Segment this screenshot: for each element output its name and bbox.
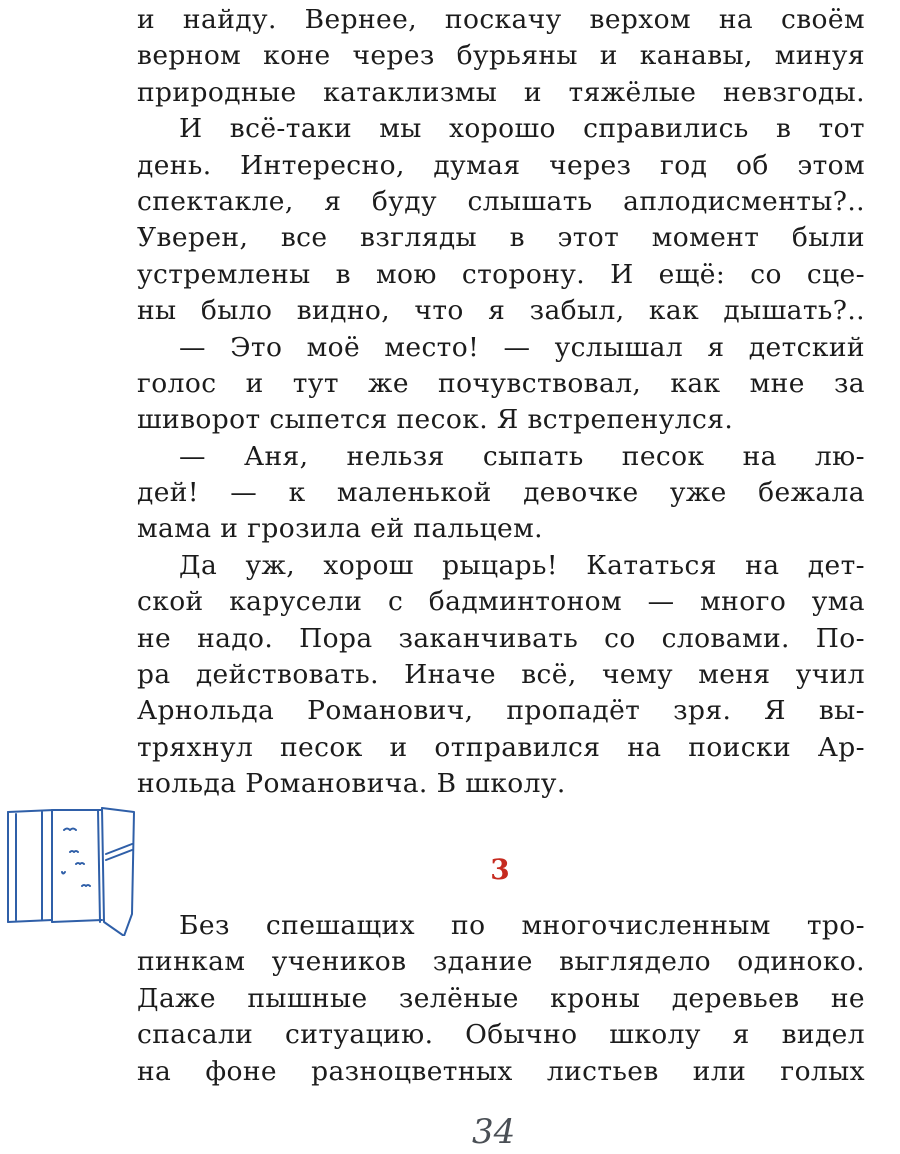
paragraph [137,111,865,329]
paragraph [137,2,865,111]
text-line: спасали ситуацию. Обычно школу я видел [137,1019,865,1051]
text-line: ской карусели с бадминтоном — много ума [137,586,865,618]
text-line: не надо. Пора заканчивать со словами. По- [137,622,865,654]
page-number: 34 [472,1112,516,1152]
text-line: — Это моё место! — услышал я детский [179,331,865,363]
text-line: на фоне разноцветных листьев или голых [137,1055,865,1087]
paragraph [137,908,865,1090]
text-line: и найду. Вернее, поскачу верхом на своём [137,4,865,35]
text-line: голос и тут же почувствовал, как мне за [137,367,865,399]
text-line: Уверен, все взгляды в этот момент были [137,222,865,254]
text-line: природные катаклизмы и тяжёлые невзгоды. [137,76,865,108]
text-line: день. Интересно, думая через год об этом [137,149,865,181]
text-line: — Аня, нельзя сыпать песок на лю- [179,440,865,472]
text-line: спектакле, я буду слышать аплодисменты?.. [137,185,865,217]
text-line: Даже пышные зелёные кроны деревьев не [137,982,865,1014]
text-line: устремлены в мою сторону. И ещё: со сце- [137,258,865,290]
text-line: пинкам учеников здание выглядело одиноко. [137,946,865,978]
text-line: тряхнул песок и отправился на поиски Ар- [137,731,865,763]
paragraph [137,548,865,803]
text-line: Без спешащих по многочисленным тро- [179,910,865,941]
text-line: ны было видно, что я забыл, как дышать?.. [137,295,865,327]
text-block-bottom [137,908,865,1090]
text-line: Да уж, хорош рыцарь! Кататься на дет- [179,549,865,581]
text-line: дей! — к маленькой девочке уже бежала [137,477,865,509]
text-line: шиворот сыпется песок. Я встрепенулся. [137,404,734,436]
text-line: Арнольда Романович, пропадёт зря. Я вы- [137,695,865,727]
text-line: И всё-таки мы хорошо справились в тот [179,113,865,145]
text-line: ра действовать. Иначе всё, чему меня учил [137,659,865,691]
text-line: мама и грозила ей пальцем. [137,513,543,545]
paragraph [137,439,865,548]
text-line: нольда Романовича. В школу. [137,768,566,800]
chapter-number: 3 [490,853,510,886]
paragraph [137,330,865,439]
text-line: верном коне через бурьяны и канавы, минуя [137,40,865,72]
text-block-top [137,2,865,803]
